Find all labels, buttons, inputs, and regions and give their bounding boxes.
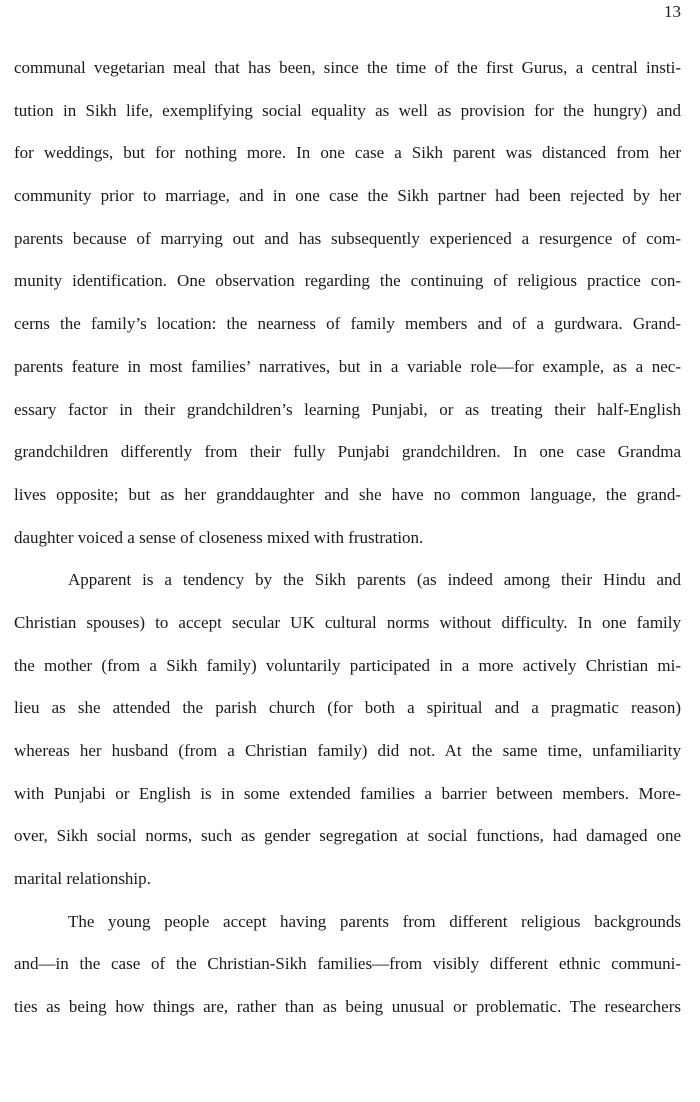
paragraph (14, 47, 681, 559)
paragraph (14, 901, 681, 1029)
text-line: lieu as she attended the parish church (for both a spiritual and a pragmatic reason) (14, 698, 681, 718)
text-line: for weddings, but for nothing more. In one case a Sikh parent was distanced from her (14, 143, 681, 163)
text-line: munity identification. One observation regarding the continuing of religious practice con- (14, 271, 681, 291)
text-line: whereas her husband (from a Christian family) did not. At the same time, unfamiliarity (14, 741, 681, 760)
text-line: community prior to marriage, and in one case the Sikh partner had been rejected by her (14, 186, 681, 206)
text-line: Christian spouses) to accept secular UK cultural norms without difficulty. In one family (14, 612, 681, 632)
text-line: over, Sikh social norms, such as gender segregation at social functions, had damaged one (14, 826, 681, 846)
text-line: The young people accept having parents from different religious backgrounds (68, 911, 681, 931)
text-line: ties as being how things are, rather than as being unusual or problematic. The researchers (14, 997, 681, 1017)
text-line: communal vegetarian meal that has been, since the time of the first Gurus, a central insti- (14, 58, 681, 77)
text-line: daughter voiced a sense of closeness mixed with frustration. (14, 527, 424, 547)
page-number: 13 (664, 2, 681, 21)
body-text (14, 47, 681, 1029)
text-line: parents feature in most families’ narratives, but in a variable role—for example, as a nec- (14, 356, 681, 376)
text-line: cerns the family’s location: the nearness of family members and of a gurdwara. Grand- (14, 314, 681, 334)
text-line: Apparent is a tendency by the Sikh parents (as indeed among their Hindu and (68, 570, 681, 590)
text-line: and—in the case of the Christian-Sikh families—from visibly different ethnic communi- (14, 954, 681, 974)
paragraph (14, 559, 681, 901)
text-line: essary factor in their grandchildren’s learning Punjabi, or as treating their half-English (14, 399, 681, 419)
text-line: lives opposite; but as her granddaughter and she have no common language, the grand- (14, 484, 681, 504)
text-line: the mother (from a Sikh family) voluntarily participated in a more actively Christian mi- (14, 655, 681, 675)
text-line: marital relationship. (14, 869, 151, 889)
text-line: parents because of marrying out and has subsequently experienced a resurgence of com- (14, 228, 681, 248)
text-line: grandchildren differently from their fully Punjabi grandchildren. In one case Grandma (14, 442, 681, 462)
text-line: with Punjabi or English is in some extended families a barrier between members. More- (14, 783, 681, 803)
text-line: tution in Sikh life, exemplifying social equality as well as provision for the hungry) and (14, 100, 681, 120)
